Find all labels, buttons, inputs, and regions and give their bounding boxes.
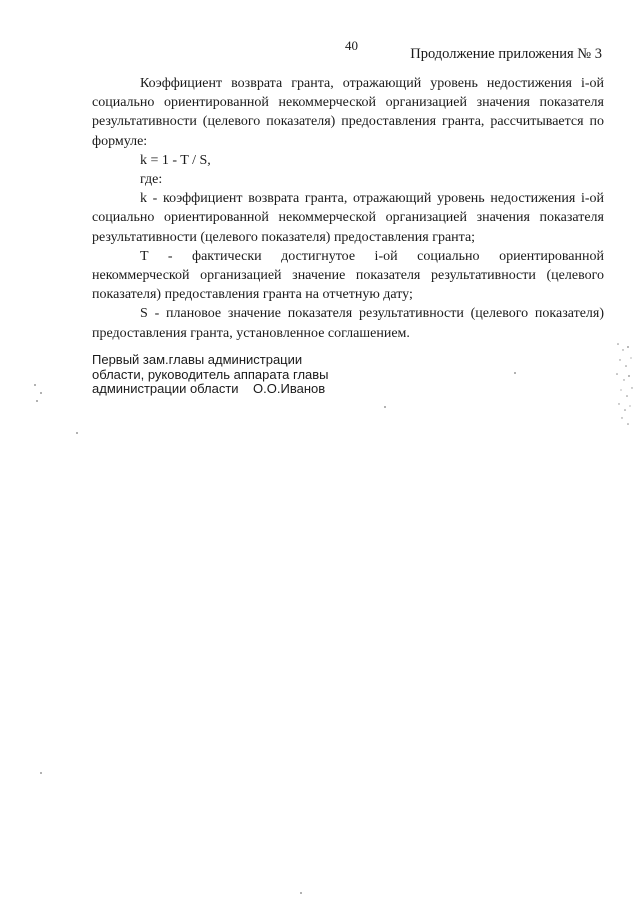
signature-line-1: Первый зам.главы администрации bbox=[92, 352, 303, 367]
page-number: 40 bbox=[345, 38, 358, 53]
definition-s: S - плановое значение показателя результативности (целевого показателя) предоставления гранта, установленное соглашением. bbox=[92, 306, 604, 341]
appendix-label: Продолжение приложения № 3 bbox=[410, 46, 602, 62]
scan-speck bbox=[40, 772, 42, 774]
scan-speck bbox=[36, 400, 38, 402]
where-label: где: bbox=[140, 172, 163, 188]
signature-name: О.О.Иванов bbox=[253, 381, 326, 396]
body-text bbox=[92, 74, 604, 343]
scan-speck bbox=[76, 432, 78, 434]
definition-k: k - коэффициент возврата гранта, отражающий уровень недостижения i-ой социально ориентированной некоммерческой организацией значения показателя результативности (целевого показателя) предоставления гранта; bbox=[92, 191, 604, 245]
scan-speck bbox=[34, 384, 36, 386]
signature-line-3 bbox=[92, 382, 392, 397]
signature-line-2: области, руководитель аппарата главы bbox=[92, 366, 329, 382]
scan-speck bbox=[300, 892, 302, 894]
definition-t: T - фактически достигнутое i-ой социально ориентированной некоммерческой организацией значение показателя результативности (целевого показателя) предоставления гранта на отчетную дату; bbox=[92, 248, 604, 303]
signature-title: администрации области bbox=[92, 381, 239, 396]
signature-block bbox=[92, 353, 392, 397]
scan-speck bbox=[384, 406, 386, 408]
formula: k = 1 - T / S, bbox=[140, 152, 211, 168]
scan-speck bbox=[40, 392, 42, 394]
scan-noise bbox=[614, 338, 634, 428]
scan-speck bbox=[514, 372, 516, 374]
intro-paragraph: Коэффициент возврата гранта, отражающий уровень недостижения i-ой социально ориентированной некоммерческой организацией значения показателя результативности (целевого показателя) предоставления гранта, рассчитывается по формуле: bbox=[92, 76, 604, 149]
